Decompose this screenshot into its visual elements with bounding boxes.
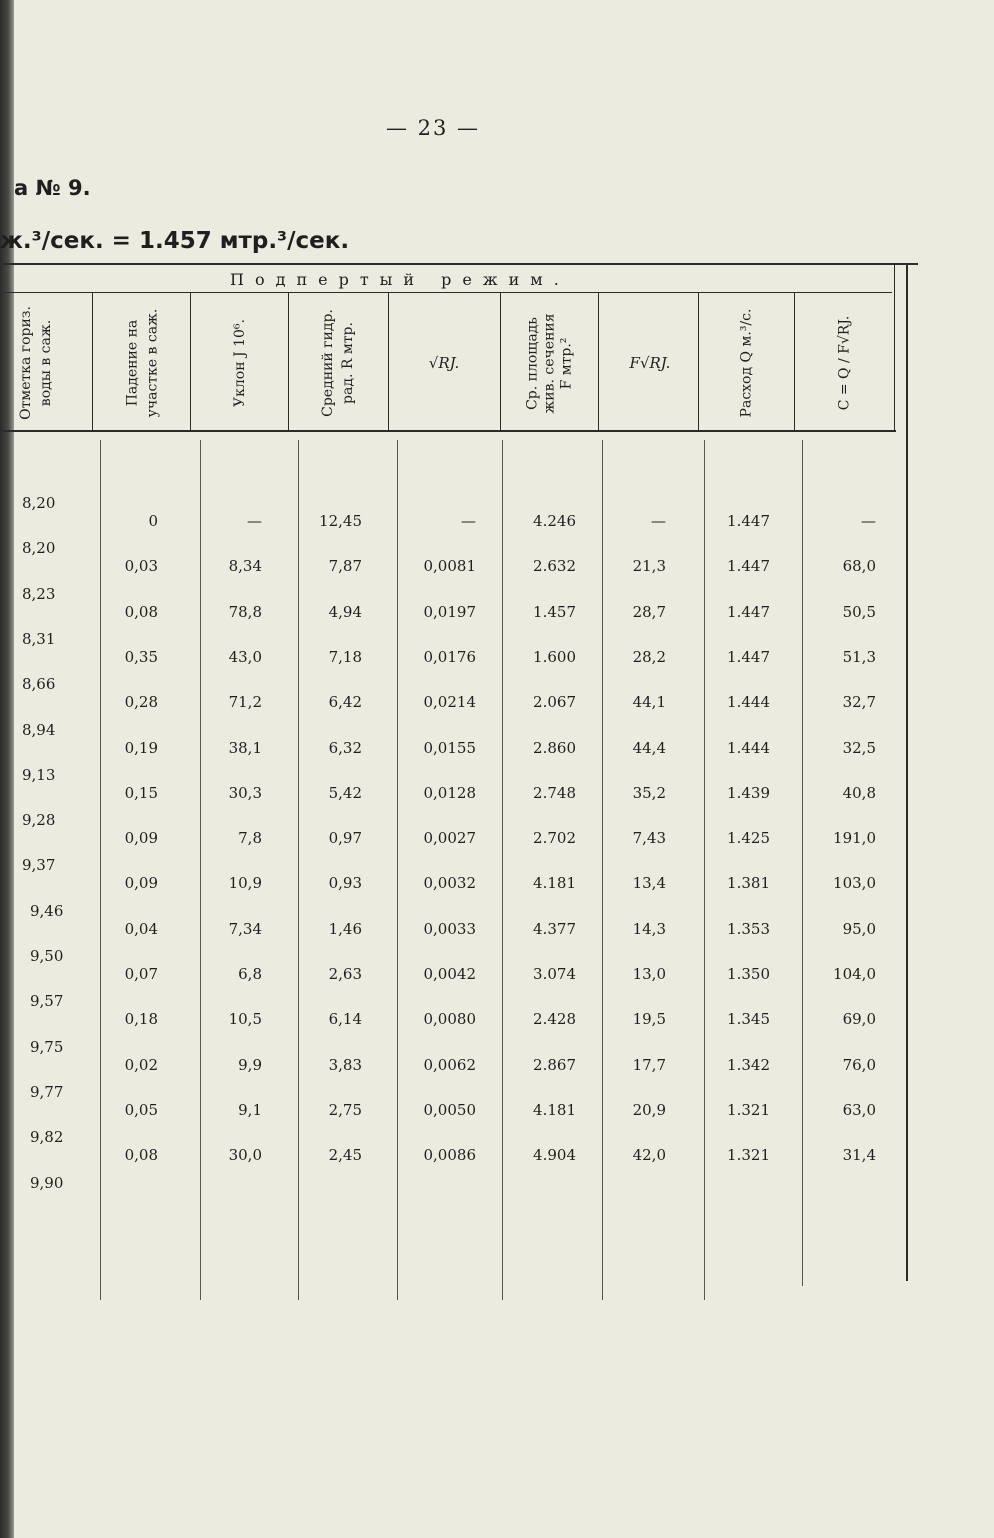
table-cell-f-sqrt-rj: 7,43 [632,829,666,848]
table-cell-drop: 0 [148,512,158,530]
elevation-value: 9,77 [30,1082,64,1101]
table-cell-coef: 40,8 [842,783,876,802]
header-hydraulic-radius: Средний гидр. рад. R мтр. [320,309,357,417]
table-cell-radius: 2,45 [328,1146,362,1165]
header-bottom-rule [0,430,896,432]
table-cell-sqrt-rj: 0,0128 [423,783,476,802]
table-cell-radius: 4,94 [328,602,362,621]
table-cell-drop: 0,03 [124,557,158,576]
table-right-border-inner [894,263,895,431]
elevation-value: 9,90 [30,1173,64,1192]
elevation-value: 9,28 [22,811,56,830]
table-cell-discharge: 1.345 [727,1010,770,1029]
table-cell-area: 2.632 [533,557,576,576]
header-area: Ср. площадь жив. сечения F мтр.² [524,312,575,414]
elevation-value: 8,94 [22,720,56,739]
elevation-value: 8,20 [22,539,56,558]
table-cell-f-sqrt-rj: 35,2 [632,783,666,802]
table-cell-discharge: 1.444 [727,693,770,712]
elevation-value: 9,13 [22,765,56,784]
table-cell-slope: 9,1 [238,1100,262,1119]
table-cell-f-sqrt-rj: 44,1 [632,693,666,712]
table-cell-slope: 8,34 [228,557,262,576]
table-cell-coef: 69,0 [842,1010,876,1029]
table-cell-area: 4.181 [533,1100,576,1119]
table-cell-slope: 30,0 [228,1146,262,1165]
table-cell-f-sqrt-rj: 14,3 [632,919,666,938]
table-cell-slope: 43,0 [228,647,262,666]
regime-label: Подпертый режим. [230,270,570,289]
table-cell-f-sqrt-rj: — [651,512,666,530]
table-cell-f-sqrt-rj: 17,7 [632,1055,666,1074]
table-cell-area: 2.860 [533,738,576,757]
table-cell-drop: 0,19 [124,738,158,757]
table-cell-drop: 0,09 [124,829,158,848]
elevation-value: 8,66 [22,675,56,694]
column-separator [602,440,603,1300]
table-cell-slope: 10,5 [228,1010,262,1029]
table-cell-discharge: 1.381 [727,874,770,893]
table-cell-coef: 63,0 [842,1100,876,1119]
table-cell-discharge: 1.321 [727,1100,770,1119]
table-cell-radius: 0,93 [328,874,362,893]
column-separator [802,440,803,1286]
table-cell-drop: 0,05 [124,1100,158,1119]
header-discharge: Расход Q м.³/с. [738,308,755,418]
table-cell-sqrt-rj: 0,0214 [423,693,476,712]
column-separator [298,440,299,1300]
table-cell-sqrt-rj: 0,0032 [423,874,476,893]
table-cell-area: 1.457 [533,602,576,621]
table-cell-drop: 0,18 [124,1010,158,1029]
table-cell-slope: 10,9 [228,874,262,893]
header-sqrt-rj: √RJ. [428,354,460,372]
table-cell-sqrt-rj: 0,0033 [423,919,476,938]
table-cell-discharge: 1.447 [727,557,770,576]
table-cell-area: 4.904 [533,1146,576,1165]
table-cell-area: 2.748 [533,783,576,802]
elevation-value: 9,50 [30,947,64,965]
table-cell-sqrt-rj: — [461,512,476,530]
table-cell-slope: 7,8 [238,829,262,848]
table-cell-sqrt-rj: 0,0080 [423,1010,476,1029]
table-cell-coef: 32,5 [842,738,876,757]
elevation-value: 8,31 [22,629,56,648]
table-cell-radius: 3,83 [328,1055,362,1074]
header-separator [388,293,389,431]
elevation-value: 9,82 [30,1128,64,1147]
table-cell-sqrt-rj: 0,0062 [423,1055,476,1074]
table-cell-coef: 191,0 [833,829,876,848]
table-cell-f-sqrt-rj: 20,9 [632,1100,666,1119]
table-cell-radius: 6,42 [328,693,362,712]
table-cell-radius: 12,45 [319,512,362,530]
column-separator [397,440,398,1300]
table-cell-coef: 95,0 [842,919,876,938]
table-cell-coef: 76,0 [842,1055,876,1074]
table-cell-coef: 50,5 [842,602,876,621]
table-cell-coef: 103,0 [833,874,876,893]
table-cell-area: 4.181 [533,874,576,893]
table-cell-area: 2.867 [533,1055,576,1074]
table-cell-area: 3.074 [533,965,576,983]
elevation-value: 8,23 [22,584,56,603]
table-cell-discharge: 1.447 [727,512,770,530]
table-cell-f-sqrt-rj: 28,2 [632,647,666,666]
elevation-value: 9,37 [22,856,56,875]
table-cell-discharge: 1.439 [727,783,770,802]
table-cell-drop: 0,07 [124,965,158,983]
table-cell-discharge: 1.447 [727,602,770,621]
column-separator [200,440,201,1300]
table-cell-slope: 6,8 [238,965,262,983]
table-cell-f-sqrt-rj: 19,5 [632,1010,666,1029]
table-cell-coef: 68,0 [842,557,876,576]
table-cell-drop: 0,04 [124,919,158,938]
table-cell-radius: 6,14 [328,1010,362,1029]
table-cell-radius: 2,75 [328,1100,362,1119]
table-cell-sqrt-rj: 0,0086 [423,1146,476,1165]
table-cell-sqrt-rj: 0,0027 [423,829,476,848]
table-cell-discharge: 1.350 [727,965,770,983]
header-coefficient: C = Q / F√RJ. [836,315,852,411]
page-number: — 23 — [385,116,481,140]
table-cell-f-sqrt-rj: 28,7 [632,602,666,621]
elevation-value: 9,75 [30,1037,64,1056]
table-cell-sqrt-rj: 0,0050 [423,1100,476,1119]
table-cell-coef: 31,4 [842,1146,876,1165]
table-cell-drop: 0,08 [124,1146,158,1165]
table-cell-sqrt-rj: 0,0155 [423,738,476,757]
header-elevation: Отметка гориз. воды в саж. [18,306,54,420]
column-separator [704,440,705,1300]
table-right-border [906,263,908,1281]
table-cell-drop: 0,02 [124,1055,158,1074]
table-cell-f-sqrt-rj: 13,0 [632,965,666,983]
table-cell-drop: 0,28 [124,693,158,712]
table-cell-f-sqrt-rj: 13,4 [632,874,666,893]
table-cell-discharge: 1.425 [727,829,770,848]
table-cell-slope: 78,8 [228,602,262,621]
table-cell-drop: 0,08 [124,602,158,621]
table-cell-sqrt-rj: 0,0081 [423,557,476,576]
table-cell-radius: 0,97 [328,829,362,848]
flow-rate-heading: ж.³/сек. = 1.457 мтр.³/сек. [0,228,350,254]
elevation-value: 9,57 [30,992,64,1011]
table-cell-coef: 51,3 [842,647,876,666]
table-cell-area: 2.428 [533,1010,576,1029]
table-cell-discharge: 1.447 [727,647,770,666]
table-cell-f-sqrt-rj: 21,3 [632,557,666,576]
table-cell-discharge: 1.444 [727,738,770,757]
table-number-heading: а № 9. [14,176,91,200]
table-cell-slope: 30,3 [228,783,262,802]
column-separator [100,440,101,1300]
table-cell-radius: 7,18 [328,647,362,666]
table-cell-drop: 0,09 [124,874,158,893]
table-cell-radius: 5,42 [328,783,362,802]
table-cell-f-sqrt-rj: 44,4 [632,738,666,757]
table-cell-slope: 7,34 [228,919,262,938]
table-cell-discharge: 1.342 [727,1055,770,1074]
header-f-sqrt-rj: F√RJ. [629,354,671,372]
header-drop: Падение на участке в саж. [124,308,161,418]
table-cell-sqrt-rj: 0,0197 [423,602,476,621]
table-cell-slope: 38,1 [228,738,262,757]
table-cell-area: 1.600 [533,647,576,666]
table-cell-area: 4.377 [533,919,576,938]
table-cell-coef: 32,7 [842,693,876,712]
table-cell-radius: 1,46 [328,919,362,938]
table-cell-coef: — [861,512,876,530]
table-cell-slope: 71,2 [228,693,262,712]
table-cell-coef: 104,0 [833,965,876,983]
table-cell-drop: 0,35 [124,647,158,666]
table-cell-drop: 0,15 [124,783,158,802]
table-cell-area: 4.246 [533,512,576,530]
regime-underline [0,292,892,293]
table-cell-area: 2.702 [533,829,576,848]
table-cell-radius: 7,87 [328,557,362,576]
table-cell-discharge: 1.353 [727,919,770,938]
column-separator [502,440,503,1300]
table-top-rule [0,263,918,265]
table-cell-sqrt-rj: 0,0176 [423,647,476,666]
table-cell-slope: 9,9 [238,1055,262,1074]
elevation-value: 9,46 [30,901,64,920]
header-slope: Уклон J 10⁶. [231,319,248,407]
table-cell-radius: 6,32 [328,738,362,757]
elevation-value: 8,20 [22,494,56,512]
table-cell-discharge: 1.321 [727,1146,770,1165]
table-cell-f-sqrt-rj: 42,0 [632,1146,666,1165]
table-cell-radius: 2,63 [328,965,362,983]
table-cell-sqrt-rj: 0,0042 [423,965,476,983]
table-cell-area: 2.067 [533,693,576,712]
table-cell-slope: — [247,512,262,530]
